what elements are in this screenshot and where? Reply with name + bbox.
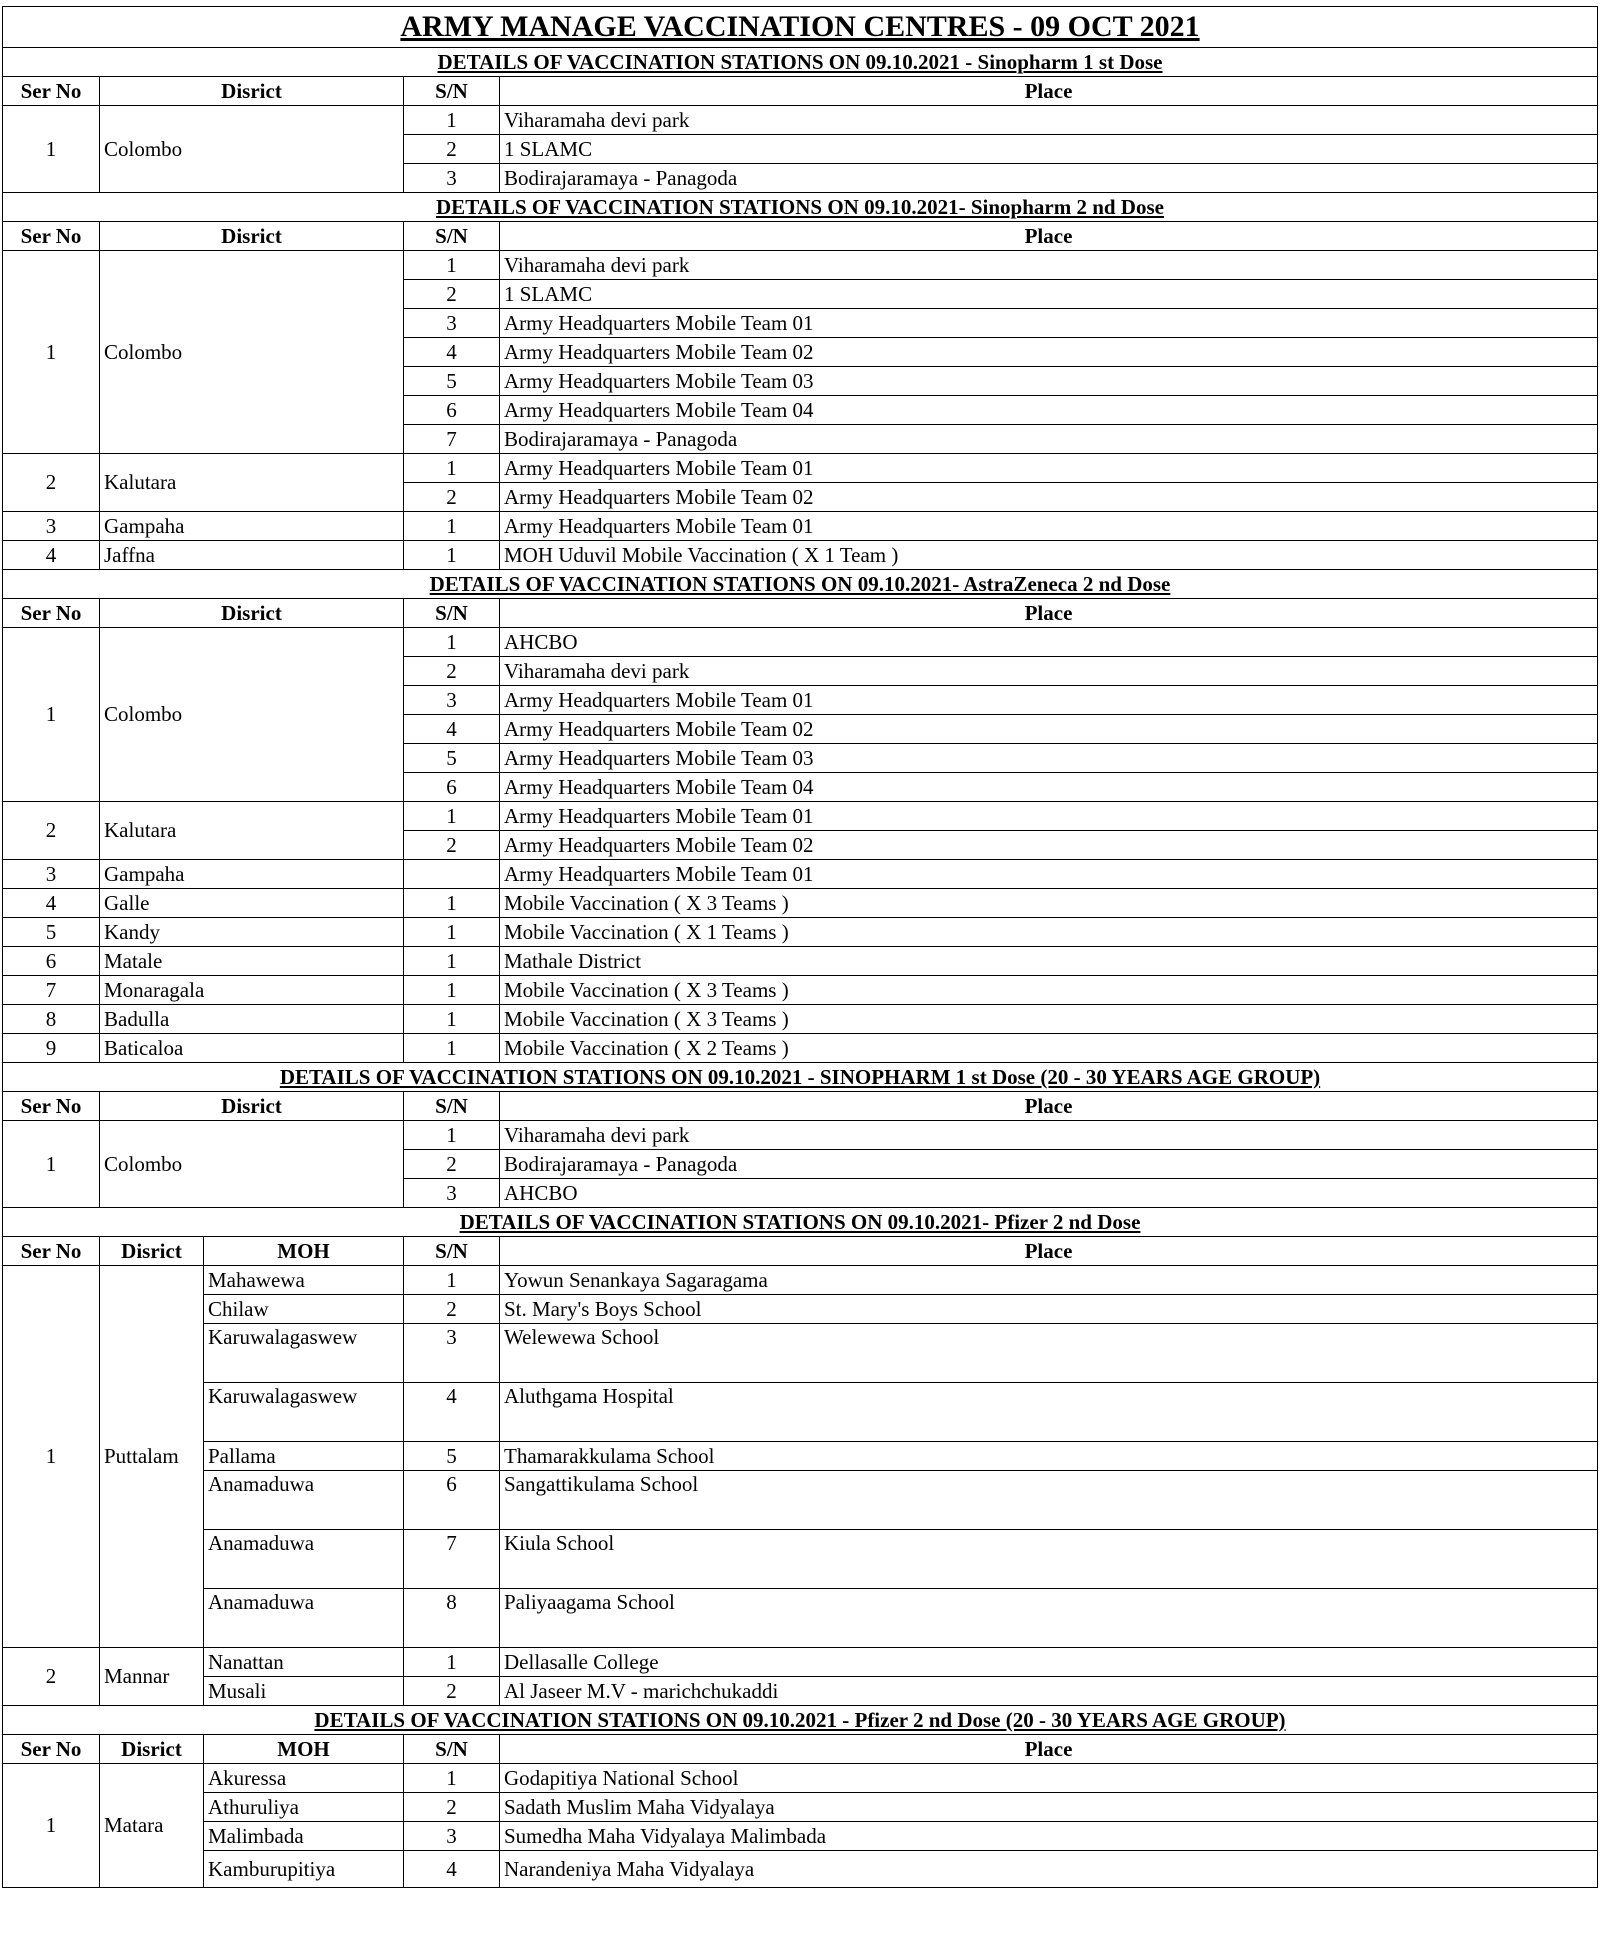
vaccination-table: [2, 6, 1598, 1888]
district-cell: Badulla: [100, 1005, 404, 1034]
sn-cell: 1: [404, 1005, 500, 1034]
place-cell: Bodirajaramaya - Panagoda: [500, 425, 1598, 454]
moh-cell: Nanattan: [204, 1648, 404, 1677]
place-cell: Army Headquarters Mobile Team 01: [500, 454, 1598, 483]
ser-no-cell: 1: [3, 628, 100, 802]
sn-cell: 6: [404, 773, 500, 802]
place-cell: Mobile Vaccination ( X 2 Teams ): [500, 1034, 1598, 1063]
ser-no-cell: 9: [3, 1034, 100, 1063]
table-row: [3, 1648, 1598, 1677]
sn-cell: 1: [404, 1648, 500, 1677]
place-cell: Army Headquarters Mobile Team 01: [500, 309, 1598, 338]
ser-no-cell: 4: [3, 541, 100, 570]
table-row: [3, 1677, 1598, 1706]
table-row: [3, 541, 1598, 570]
district-cell: Gampaha: [100, 860, 404, 889]
sn-cell: 1: [404, 251, 500, 280]
header-sn: S/N: [404, 1735, 500, 1764]
place-cell: Sumedha Maha Vidyalaya Malimbada: [500, 1822, 1598, 1851]
header-district: Disrict: [100, 1237, 204, 1266]
header-ser-no: Ser No: [3, 599, 100, 628]
moh-cell: Anamaduwa: [204, 1471, 404, 1530]
sn-cell: 5: [404, 1442, 500, 1471]
sn-cell: 2: [404, 483, 500, 512]
place-cell: Welewewa School: [500, 1324, 1598, 1383]
place-cell: St. Mary's Boys School: [500, 1295, 1598, 1324]
sn-cell: 2: [404, 1793, 500, 1822]
sn-cell: 5: [404, 744, 500, 773]
table-row: [3, 889, 1598, 918]
section-heading-row: [3, 193, 1598, 222]
sn-cell: 1: [404, 1034, 500, 1063]
section-heading: DETAILS OF VACCINATION STATIONS ON 09.10.2021- Pfizer 2 nd Dose: [3, 1208, 1598, 1237]
header-place: Place: [500, 222, 1598, 251]
table-row: [3, 1530, 1598, 1589]
table-row: [3, 628, 1598, 657]
place-cell: Viharamaha devi park: [500, 251, 1598, 280]
sn-cell: 7: [404, 1530, 500, 1589]
sn-cell: 7: [404, 425, 500, 454]
place-cell: Army Headquarters Mobile Team 03: [500, 744, 1598, 773]
header-district: Disrict: [100, 222, 404, 251]
sn-cell: [404, 860, 500, 889]
place-cell: Mobile Vaccination ( X 3 Teams ): [500, 1005, 1598, 1034]
moh-cell: Chilaw: [204, 1295, 404, 1324]
place-cell: AHCBO: [500, 628, 1598, 657]
district-cell: Colombo: [100, 106, 404, 193]
place-cell: Sangattikulama School: [500, 1471, 1598, 1530]
header-moh: MOH: [204, 1735, 404, 1764]
sn-cell: 1: [404, 976, 500, 1005]
ser-no-cell: 8: [3, 1005, 100, 1034]
district-cell: Jaffna: [100, 541, 404, 570]
header-ser-no: Ser No: [3, 77, 100, 106]
table-row: [3, 1383, 1598, 1442]
district-cell: Kalutara: [100, 802, 404, 860]
sn-cell: 2: [404, 1295, 500, 1324]
place-cell: Army Headquarters Mobile Team 02: [500, 338, 1598, 367]
moh-cell: Karuwalagaswew: [204, 1324, 404, 1383]
ser-no-cell: 5: [3, 918, 100, 947]
place-cell: Godapitiya National School: [500, 1764, 1598, 1793]
district-cell: Baticaloa: [100, 1034, 404, 1063]
header-ser-no: Ser No: [3, 1735, 100, 1764]
sn-cell: 1: [404, 512, 500, 541]
table-row: [3, 860, 1598, 889]
district-cell: Kandy: [100, 918, 404, 947]
sn-cell: 2: [404, 831, 500, 860]
header-ser-no: Ser No: [3, 1092, 100, 1121]
sn-cell: 2: [404, 1677, 500, 1706]
sn-cell: 2: [404, 657, 500, 686]
sn-cell: 4: [404, 1851, 500, 1888]
moh-cell: Pallama: [204, 1442, 404, 1471]
moh-cell: Anamaduwa: [204, 1530, 404, 1589]
table-row: [3, 1034, 1598, 1063]
place-cell: Army Headquarters Mobile Team 01: [500, 802, 1598, 831]
sn-cell: 3: [404, 1822, 500, 1851]
moh-cell: Malimbada: [204, 1822, 404, 1851]
header-sn: S/N: [404, 77, 500, 106]
header-district: Disrict: [100, 1735, 204, 1764]
table-row: [3, 1851, 1598, 1888]
header-place: Place: [500, 1237, 1598, 1266]
sn-cell: 1: [404, 889, 500, 918]
table-row: [3, 1764, 1598, 1793]
header-sn: S/N: [404, 222, 500, 251]
table-row: [3, 918, 1598, 947]
section-heading-row: [3, 48, 1598, 77]
sn-cell: 4: [404, 338, 500, 367]
table-row: [3, 976, 1598, 1005]
table-row: [3, 1295, 1598, 1324]
table-row: [3, 1589, 1598, 1648]
header-ser-no: Ser No: [3, 1237, 100, 1266]
column-header-row: [3, 1237, 1598, 1266]
ser-no-cell: 2: [3, 802, 100, 860]
sn-cell: 3: [404, 309, 500, 338]
place-cell: Sadath Muslim Maha Vidyalaya: [500, 1793, 1598, 1822]
moh-cell: Anamaduwa: [204, 1589, 404, 1648]
place-cell: Narandeniya Maha Vidyalaya: [500, 1851, 1598, 1888]
section-heading-row: [3, 1706, 1598, 1735]
place-cell: Viharamaha devi park: [500, 1121, 1598, 1150]
header-district: Disrict: [100, 77, 404, 106]
section-heading: DETAILS OF VACCINATION STATIONS ON 09.10.2021 - Pfizer 2 nd Dose (20 - 30 YEARS AGE GROUP): [3, 1706, 1598, 1735]
ser-no-cell: 1: [3, 1764, 100, 1888]
section-heading: DETAILS OF VACCINATION STATIONS ON 09.10.2021- Sinopharm 2 nd Dose: [3, 193, 1598, 222]
ser-no-cell: 1: [3, 1121, 100, 1208]
place-cell: Army Headquarters Mobile Team 04: [500, 396, 1598, 425]
ser-no-cell: 2: [3, 1648, 100, 1706]
column-header-row: [3, 599, 1598, 628]
sn-cell: 3: [404, 686, 500, 715]
district-cell: Galle: [100, 889, 404, 918]
header-district: Disrict: [100, 599, 404, 628]
moh-cell: Mahawewa: [204, 1266, 404, 1295]
place-cell: Army Headquarters Mobile Team 01: [500, 512, 1598, 541]
moh-cell: Akuressa: [204, 1764, 404, 1793]
table-row: [3, 947, 1598, 976]
sn-cell: 1: [404, 1764, 500, 1793]
place-cell: Al Jaseer M.V - marichchukaddi: [500, 1677, 1598, 1706]
ser-no-cell: 4: [3, 889, 100, 918]
ser-no-cell: 7: [3, 976, 100, 1005]
place-cell: Yowun Senankaya Sagaragama: [500, 1266, 1598, 1295]
place-cell: Dellasalle College: [500, 1648, 1598, 1677]
table-row: [3, 251, 1598, 280]
ser-no-cell: 1: [3, 106, 100, 193]
place-cell: Bodirajaramaya - Panagoda: [500, 164, 1598, 193]
table-row: [3, 512, 1598, 541]
table-row: [3, 802, 1598, 831]
table-row: [3, 106, 1598, 135]
column-header-row: [3, 77, 1598, 106]
sn-cell: 1: [404, 541, 500, 570]
header-place: Place: [500, 1735, 1598, 1764]
moh-cell: Athuruliya: [204, 1793, 404, 1822]
ser-no-cell: 3: [3, 512, 100, 541]
section-heading-row: [3, 570, 1598, 599]
ser-no-cell: 3: [3, 860, 100, 889]
sn-cell: 1: [404, 454, 500, 483]
section-heading: DETAILS OF VACCINATION STATIONS ON 09.10.2021 - Sinopharm 1 st Dose: [3, 48, 1598, 77]
header-sn: S/N: [404, 599, 500, 628]
place-cell: Army Headquarters Mobile Team 02: [500, 715, 1598, 744]
vaccination-sheet: [2, 6, 1598, 1888]
sn-cell: 1: [404, 106, 500, 135]
sn-cell: 2: [404, 135, 500, 164]
section-heading-row: [3, 1063, 1598, 1092]
district-cell: Colombo: [100, 251, 404, 454]
place-cell: Bodirajaramaya - Panagoda: [500, 1150, 1598, 1179]
sn-cell: 4: [404, 715, 500, 744]
moh-cell: Karuwalagaswew: [204, 1383, 404, 1442]
moh-cell: Kamburupitiya: [204, 1851, 404, 1888]
ser-no-cell: 1: [3, 251, 100, 454]
ser-no-cell: 2: [3, 454, 100, 512]
place-cell: 1 SLAMC: [500, 280, 1598, 309]
table-row: [3, 1324, 1598, 1383]
table-row: [3, 1005, 1598, 1034]
sn-cell: 2: [404, 280, 500, 309]
sn-cell: 5: [404, 367, 500, 396]
district-cell: Mannar: [100, 1648, 204, 1706]
section-heading: DETAILS OF VACCINATION STATIONS ON 09.10.2021 - SINOPHARM 1 st Dose (20 - 30 YEARS AGE GROUP): [3, 1063, 1598, 1092]
ser-no-cell: 6: [3, 947, 100, 976]
header-sn: S/N: [404, 1092, 500, 1121]
place-cell: Kiula School: [500, 1530, 1598, 1589]
place-cell: Mobile Vaccination ( X 3 Teams ): [500, 976, 1598, 1005]
table-row: [3, 1442, 1598, 1471]
column-header-row: [3, 1735, 1598, 1764]
place-cell: Army Headquarters Mobile Team 03: [500, 367, 1598, 396]
section-heading-row: [3, 1208, 1598, 1237]
sn-cell: 2: [404, 1150, 500, 1179]
place-cell: Army Headquarters Mobile Team 01: [500, 860, 1598, 889]
title-row: [3, 7, 1598, 48]
place-cell: Army Headquarters Mobile Team 02: [500, 831, 1598, 860]
place-cell: Paliyaagama School: [500, 1589, 1598, 1648]
district-cell: Matara: [100, 1764, 204, 1888]
sn-cell: 1: [404, 1266, 500, 1295]
sn-cell: 8: [404, 1589, 500, 1648]
place-cell: Mobile Vaccination ( X 3 Teams ): [500, 889, 1598, 918]
table-row: [3, 1121, 1598, 1150]
table-row: [3, 1266, 1598, 1295]
district-cell: Puttalam: [100, 1266, 204, 1648]
place-cell: 1 SLAMC: [500, 135, 1598, 164]
header-district: Disrict: [100, 1092, 404, 1121]
place-cell: Mobile Vaccination ( X 1 Teams ): [500, 918, 1598, 947]
district-cell: Matale: [100, 947, 404, 976]
district-cell: Gampaha: [100, 512, 404, 541]
place-cell: MOH Uduvil Mobile Vaccination ( X 1 Team ): [500, 541, 1598, 570]
section-heading: DETAILS OF VACCINATION STATIONS ON 09.10.2021- AstraZeneca 2 nd Dose: [3, 570, 1598, 599]
header-place: Place: [500, 1092, 1598, 1121]
column-header-row: [3, 1092, 1598, 1121]
district-cell: Colombo: [100, 628, 404, 802]
sn-cell: 3: [404, 1324, 500, 1383]
place-cell: Army Headquarters Mobile Team 01: [500, 686, 1598, 715]
sn-cell: 1: [404, 628, 500, 657]
header-place: Place: [500, 599, 1598, 628]
place-cell: Thamarakkulama School: [500, 1442, 1598, 1471]
table-row: [3, 1822, 1598, 1851]
sn-cell: 4: [404, 1383, 500, 1442]
page-title: ARMY MANAGE VACCINATION CENTRES - 09 OCT 2021: [3, 7, 1598, 48]
sn-cell: 1: [404, 1121, 500, 1150]
ser-no-cell: 1: [3, 1266, 100, 1648]
sn-cell: 3: [404, 164, 500, 193]
place-cell: Army Headquarters Mobile Team 02: [500, 483, 1598, 512]
sn-cell: 1: [404, 802, 500, 831]
table-row: [3, 454, 1598, 483]
place-cell: Viharamaha devi park: [500, 106, 1598, 135]
header-ser-no: Ser No: [3, 222, 100, 251]
table-row: [3, 1471, 1598, 1530]
table-row: [3, 1793, 1598, 1822]
place-cell: Army Headquarters Mobile Team 04: [500, 773, 1598, 802]
header-place: Place: [500, 77, 1598, 106]
moh-cell: Musali: [204, 1677, 404, 1706]
sn-cell: 3: [404, 1179, 500, 1208]
header-sn: S/N: [404, 1237, 500, 1266]
district-cell: Monaragala: [100, 976, 404, 1005]
place-cell: Aluthgama Hospital: [500, 1383, 1598, 1442]
district-cell: Kalutara: [100, 454, 404, 512]
place-cell: Mathale District: [500, 947, 1598, 976]
place-cell: Viharamaha devi park: [500, 657, 1598, 686]
column-header-row: [3, 222, 1598, 251]
sn-cell: 1: [404, 918, 500, 947]
place-cell: AHCBO: [500, 1179, 1598, 1208]
district-cell: Colombo: [100, 1121, 404, 1208]
sn-cell: 6: [404, 1471, 500, 1530]
sn-cell: 1: [404, 947, 500, 976]
sn-cell: 6: [404, 396, 500, 425]
header-moh: MOH: [204, 1237, 404, 1266]
